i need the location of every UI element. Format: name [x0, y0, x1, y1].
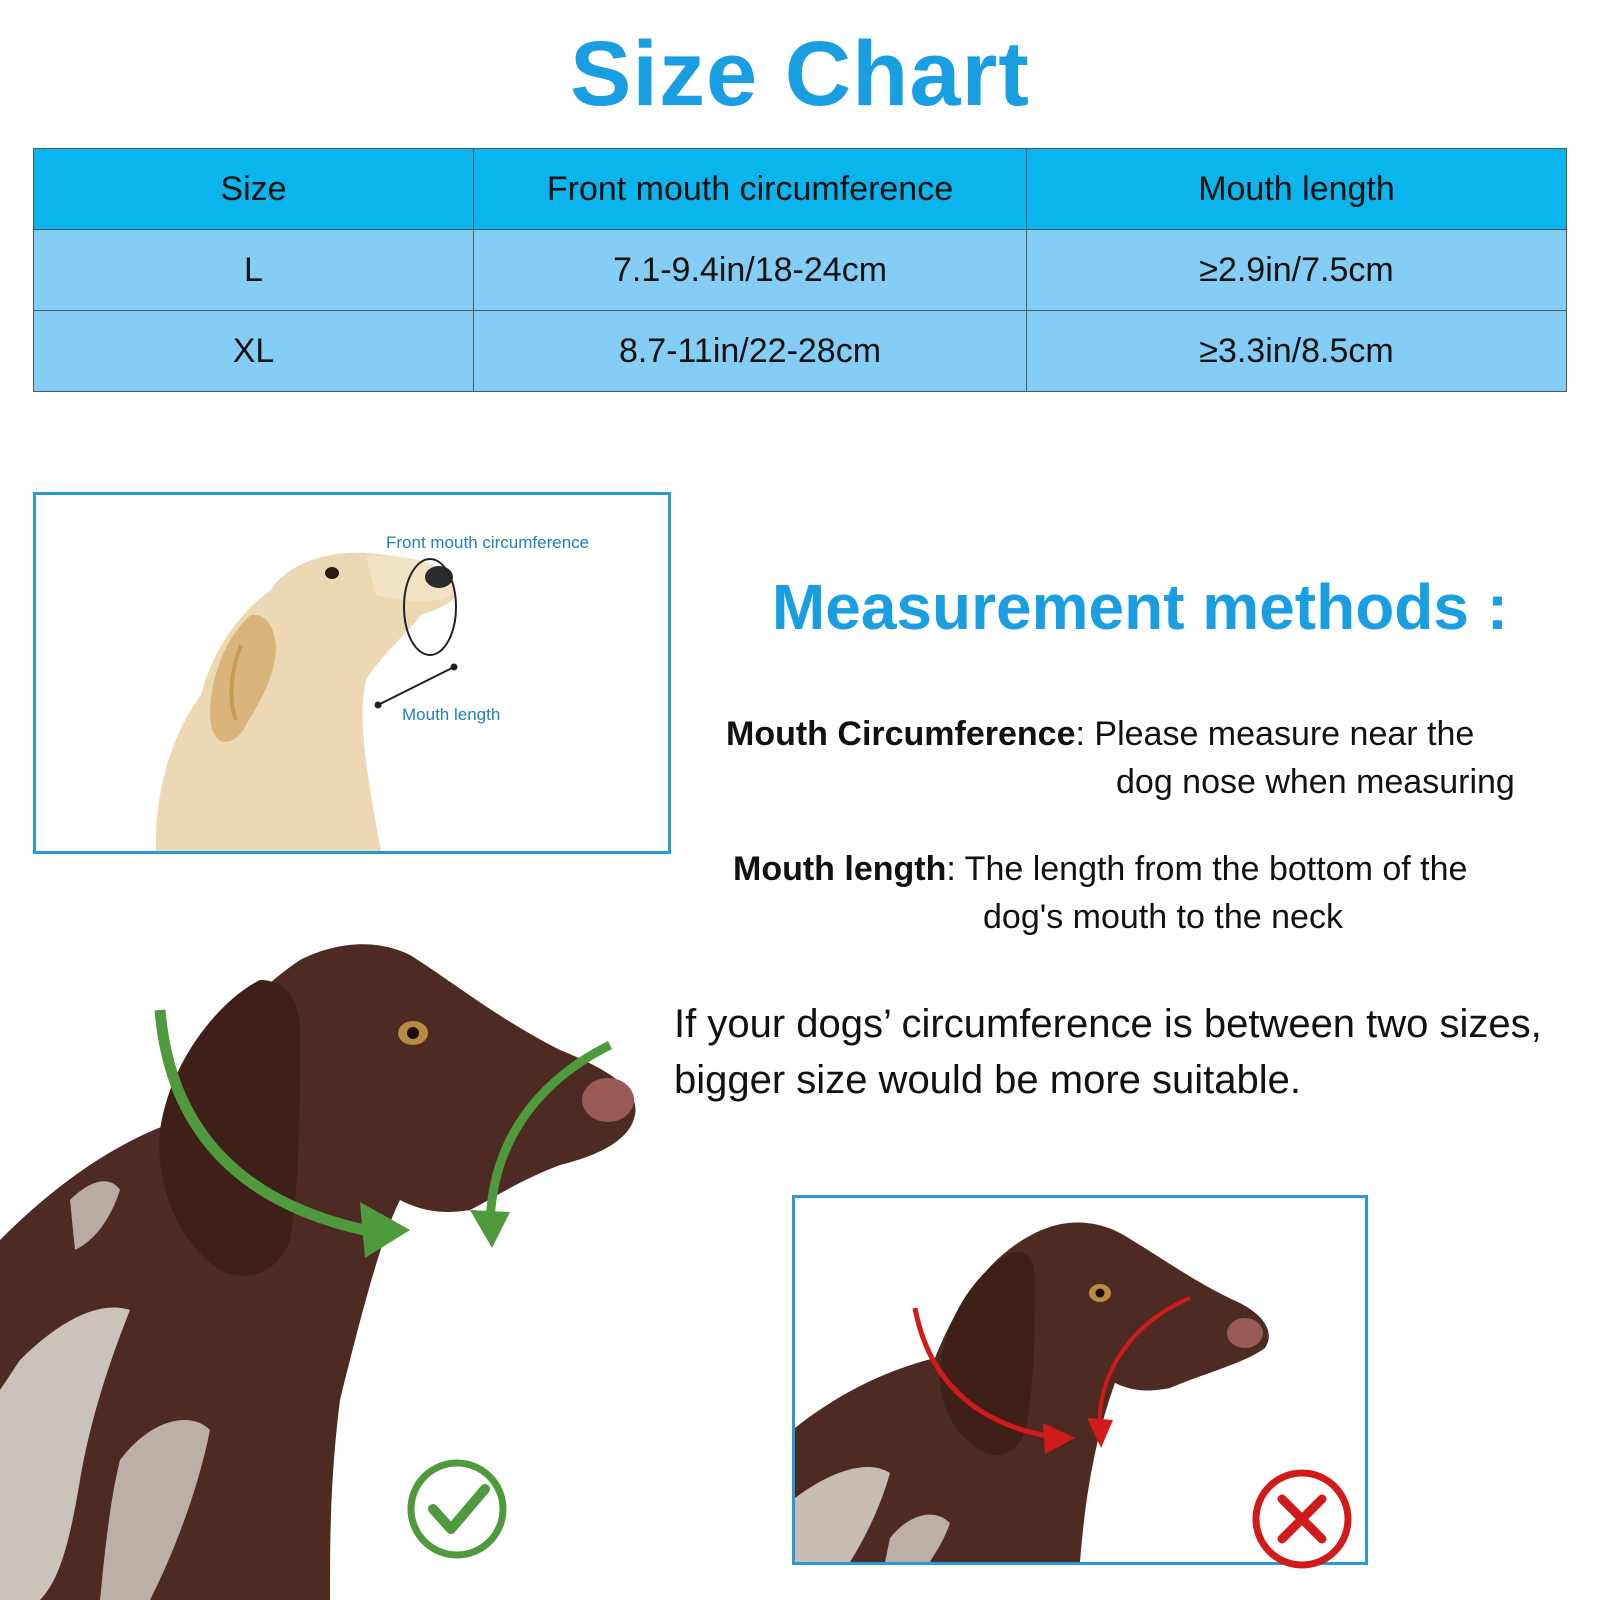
- header-mouth-length: Mouth length: [1027, 149, 1567, 230]
- check-icon: [403, 1455, 511, 1563]
- circumference-label: Front mouth circumference: [386, 533, 590, 552]
- length-cell: ≥3.3in/8.5cm: [1027, 311, 1567, 392]
- method-line-1: Please measure near the: [1094, 715, 1475, 753]
- length-cell: ≥2.9in/7.5cm: [1027, 230, 1567, 311]
- advice-line-2: bigger size would be more suitable.: [674, 1058, 1302, 1102]
- size-cell: XL: [34, 311, 474, 392]
- page-title: Size Chart: [570, 23, 1030, 125]
- method-term: Mouth length: [733, 850, 947, 888]
- method-line-2: dog nose when measuring: [1116, 763, 1515, 801]
- methods-heading: Measurement methods :: [771, 571, 1509, 643]
- method-mouth-length: Mouth length: The length from the bottom of the dog's mouth to the neck: [733, 845, 1583, 941]
- table-row: [34, 311, 1567, 392]
- mouth-length-line: [378, 667, 454, 705]
- correct-measurement-illustration: [0, 940, 660, 1600]
- method-line-1: The length from the bottom of the: [964, 850, 1468, 888]
- method-term: Mouth Circumference: [726, 715, 1076, 753]
- size-table: [33, 148, 1567, 392]
- header-front-mouth-circumference: Front mouth circumference: [474, 149, 1027, 230]
- size-cell: L: [34, 230, 474, 311]
- size-advice: [674, 996, 1574, 1108]
- circumference-cell: 8.7-11in/22-28cm: [474, 311, 1027, 392]
- measurement-diagram-panel: [33, 492, 671, 854]
- method-mouth-circumference: Mouth Circumference: Please measure near the dog nose when measuring: [726, 710, 1576, 806]
- circumference-cell: 7.1-9.4in/18-24cm: [474, 230, 1027, 311]
- header-size: Size: [34, 149, 474, 230]
- mouth-length-label: Mouth length: [402, 705, 501, 724]
- method-line-2: dog's mouth to the neck: [983, 898, 1343, 936]
- advice-line-1: If your dogs’ circumference is between two sizes,: [674, 1002, 1542, 1046]
- table-row: [34, 230, 1567, 311]
- table-header-row: [34, 149, 1567, 230]
- cross-icon: [1248, 1465, 1356, 1573]
